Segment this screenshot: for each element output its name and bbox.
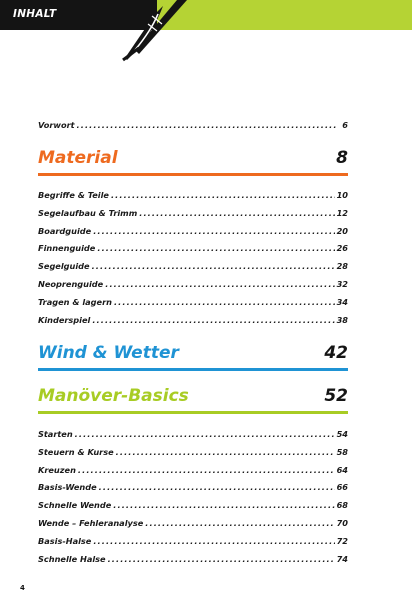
toc-entry-label: Schnelle Wende [38,500,112,511]
toc-entry-page: 28 [336,261,348,272]
toc-entry-page: 10 [336,190,348,200]
toc-entry-label: Basis-Wende [38,482,97,493]
leader-dots [77,120,336,130]
leader-dots [93,536,334,546]
toc-entry-vorwort[interactable] [38,120,348,138]
toc-entry-page: 38 [336,314,348,325]
section-rule-manoever-basics [38,411,348,414]
toc-entry[interactable] [38,447,348,465]
leader-dots [108,554,335,564]
toc-entry-label: Segelaufbau & Trimm [38,207,138,218]
leader-dots [105,279,334,289]
toc-entry[interactable] [38,500,348,518]
toc-entry[interactable] [38,536,348,554]
toc-entry-page: 74 [336,553,348,564]
section-title: Wind & Wetter [38,343,179,363]
leader-dots [75,429,335,439]
toc-entry[interactable] [38,518,348,536]
section-heading-wind-wetter[interactable] [38,343,348,363]
toc-entry[interactable] [38,208,348,226]
toc-entry[interactable] [38,261,348,279]
toc-entry[interactable] [38,190,348,208]
toc-entry-label: Wende – Fehleranalyse [38,517,144,528]
leader-dots [78,465,335,475]
toc-entry-label: Finnenguide [38,243,96,254]
toc-entry-label: Schnelle Halse [38,553,106,564]
toc-entry[interactable] [38,297,348,315]
toc-entry[interactable] [38,243,348,261]
header-bar [0,0,412,30]
section-page: 42 [324,343,348,363]
toc-entry-label: Neoprenguide [38,278,104,289]
toc-entry-label: Kreuzen [38,464,76,475]
toc-entry[interactable] [38,279,348,297]
section-page: 8 [336,148,348,168]
header-accent-band [157,0,412,30]
toc-entry-page: 64 [336,464,348,475]
leader-dots [97,243,334,253]
toc-entry-page: 34 [336,296,348,307]
section-rule-wind-wetter [38,368,348,371]
toc-entry-label: Steuern & Kurse [38,446,114,457]
toc-entry-label: Starten [38,429,73,439]
section-rule-material [38,173,348,176]
leader-dots [93,226,334,236]
toc-entry-label: Basis-Halse [38,535,92,546]
leader-dots [139,208,334,218]
toc-entry-page: 58 [336,446,348,457]
toc-entry-label: Tragen & lagern [38,296,112,307]
section-heading-material[interactable] [38,148,348,168]
leader-dots [99,482,335,492]
toc-entry-label: Boardguide [38,225,92,236]
toc-entry-label: Segelguide [38,261,90,272]
page-number: 4 [20,584,25,592]
toc-entry-page: 70 [336,517,348,528]
toc-entry-page: 66 [336,482,348,493]
toc-entry[interactable] [38,429,348,447]
leader-dots [114,297,335,307]
toc-entry-page: 32 [336,278,348,289]
toc-entry-page: 20 [336,225,348,236]
toc-entry-label: Vorwort [38,120,75,130]
toc-entry-page: 54 [336,429,348,439]
toc-intro [38,120,348,138]
toc-entry[interactable] [38,315,348,333]
toc-group-material [38,190,348,332]
section-page: 52 [324,386,348,406]
toc-group-manoever-basics [38,429,348,571]
leader-dots [116,447,335,457]
toc-entry-page: 6 [342,120,348,130]
toc-entry-label: Begriffe & Teile [38,190,109,200]
toc-entry-page: 12 [336,207,348,218]
section-title: Manöver-Basics [38,386,189,406]
leader-dots [145,518,334,528]
toc-entry[interactable] [38,554,348,572]
toc-entry-label: Kinderspiel [38,314,91,325]
toc-entry-page: 72 [336,535,348,546]
header-title: INHALT [13,8,57,20]
leader-dots [113,500,334,510]
leader-dots [111,190,335,200]
toc-entry-page: 26 [336,243,348,254]
toc-entry[interactable] [38,226,348,244]
section-heading-manoever-basics[interactable] [38,386,348,406]
toc-entry[interactable] [38,482,348,500]
leader-dots [92,261,335,271]
toc-entry[interactable] [38,465,348,483]
section-title: Material [38,148,118,168]
toc-entry-page: 68 [336,500,348,511]
leader-dots [92,315,334,325]
windsurf-sail-icon [117,0,187,62]
